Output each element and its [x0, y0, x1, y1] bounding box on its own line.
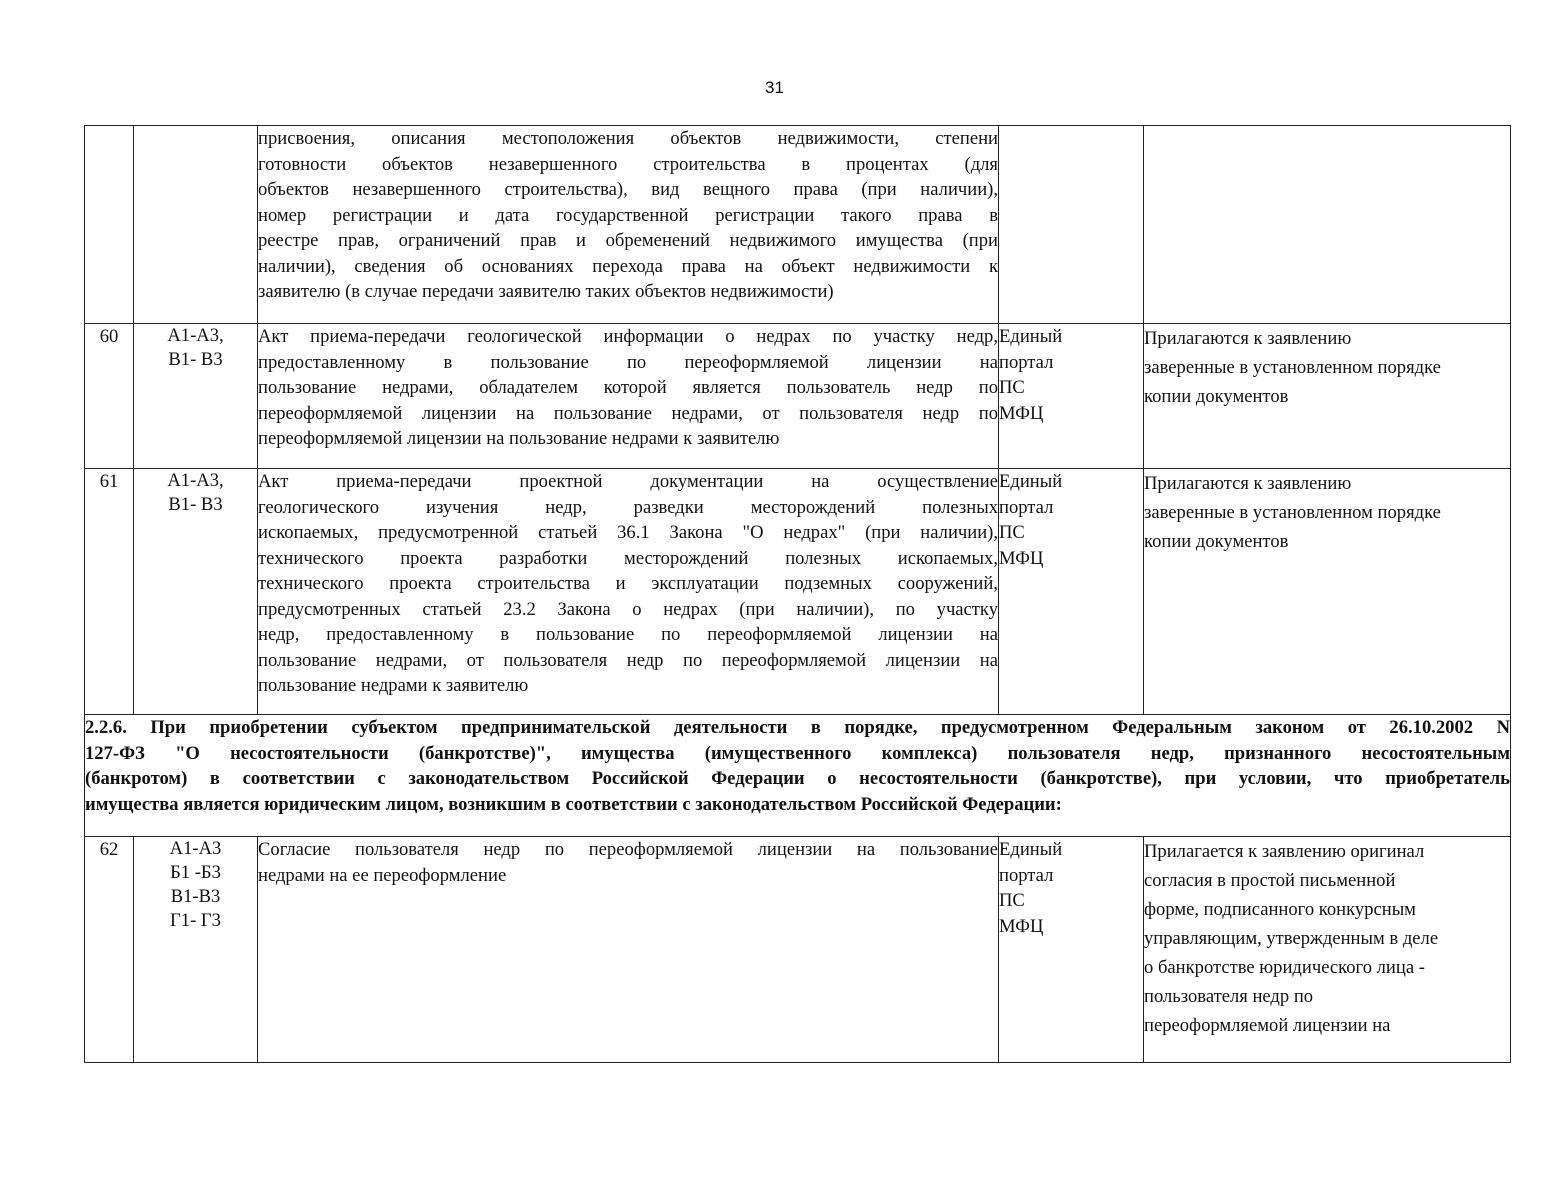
method-line: портал — [999, 496, 1054, 518]
note-line: заверенные в установленном порядке — [1144, 357, 1441, 378]
method-line: Единый — [999, 326, 1063, 347]
row-note — [1144, 324, 1511, 469]
description-line: Акт приема-передачи проектной документации на осуществление — [258, 471, 998, 492]
description-line: пользование недрами, обладателем которой является пользователь недр по — [258, 377, 998, 398]
description-line: пользование недрами к заявителю — [258, 675, 529, 696]
method-line: МФЦ — [999, 547, 1044, 569]
note-line: Прилагается к заявлению оригинал — [1144, 841, 1425, 862]
method-line: МФЦ — [999, 402, 1044, 424]
row-codes — [134, 837, 258, 1063]
code-line: А1-А3, — [167, 470, 224, 491]
row-number — [85, 126, 134, 324]
row-description — [258, 469, 999, 715]
row-codes — [134, 469, 258, 715]
note-line: копии документов — [1144, 386, 1289, 407]
code-line: А1-А3, — [167, 325, 224, 346]
description-line: ископаемых, предусмотренной статьей 36.1 Закона "О недрах" (при наличии), — [258, 522, 998, 543]
section-line: (банкротом) в соответствии с законодательством Российской Федерации о несостоятельности (банкротстве), при условии, что приобретатель — [85, 768, 1510, 789]
row-method — [999, 324, 1144, 469]
note-line: копии документов — [1144, 531, 1289, 552]
method-line: ПС — [999, 377, 1025, 398]
row-number: 62 — [85, 837, 134, 1063]
note-line: Прилагаются к заявлению — [1144, 473, 1352, 494]
description-line: технического проекта строительства и эксплуатации подземных сооружений, — [258, 573, 998, 594]
description-line: переоформляемой лицензии на пользование недрами к заявителю — [258, 428, 780, 449]
table-row — [85, 469, 1511, 715]
description-line: геологического изучения недр, разведки месторождений полезных — [258, 496, 998, 518]
row-number: 61 — [85, 469, 134, 715]
description-line: заявителю (в случае передачи заявителю таких объектов недвижимости) — [258, 281, 834, 302]
description-line: предусмотренных статьей 23.2 Закона о недрах (при наличии), по участку — [258, 598, 998, 620]
description-line: номер регистрации и дата государственной регистрации такого права в — [258, 204, 998, 226]
row-description — [258, 324, 999, 469]
row-codes — [134, 324, 258, 469]
section-line: 127-ФЗ "О несостоятельности (банкротстве)", имущества (имущественного комплекса) пользователя недр, признанного несостоятельным — [85, 742, 1510, 764]
page-number: 31 — [765, 78, 784, 97]
requirements-table — [84, 125, 1511, 1063]
section-line: 2.2.6. При приобретении субъектом предпринимательской деятельности в порядке, предусмотренном Федеральным законом от 26.10.2002 N — [85, 717, 1510, 738]
code-line: В1- В3 — [168, 349, 223, 370]
note-line: заверенные в установленном порядке — [1144, 502, 1441, 523]
note-line: согласия в простой письменной — [1144, 870, 1396, 891]
row-method — [999, 837, 1144, 1063]
description-line: готовности объектов незавершенного строительства в процентах (для — [258, 153, 998, 175]
section-heading — [85, 715, 1511, 837]
description-line: Акт приема-передачи геологической информации о недрах по участку недр, — [258, 326, 998, 347]
description-line: недрами на ее переоформление — [258, 864, 507, 886]
description-line: переоформляемой лицензии на пользование недрами, от пользователя недр по — [258, 402, 998, 424]
note-line: форме, подписанного конкурсным — [1144, 899, 1416, 920]
method-line: портал — [999, 351, 1054, 373]
table-row — [85, 126, 1511, 324]
method-line: Единый — [999, 471, 1063, 492]
row-note — [1144, 837, 1511, 1063]
method-line: ПС — [999, 890, 1025, 911]
table-row — [85, 837, 1511, 1063]
note-line: пользователя недр по — [1144, 986, 1314, 1007]
method-line: Единый — [999, 839, 1063, 860]
description-line: объектов незавершенного строительства), вид вещного права (при наличии), — [258, 179, 998, 200]
code-line: Б1 -Б3 — [170, 862, 221, 883]
row-codes — [134, 126, 258, 324]
note-line: Прилагаются к заявлению — [1144, 328, 1352, 349]
code-line: А1-А3 — [169, 838, 222, 859]
description-line: реестре прав, ограничений прав и обременений недвижимого имущества (при — [258, 230, 998, 251]
section-line: имущества является юридическим лицом, возникшим в соответствии с законодательством Российской Федерации: — [85, 793, 1062, 815]
row-note — [1144, 126, 1511, 324]
note-line: переоформляемой лицензии на — [1144, 1015, 1391, 1036]
method-line: ПС — [999, 522, 1025, 543]
row-number: 60 — [85, 324, 134, 469]
row-description — [258, 837, 999, 1063]
method-line: портал — [999, 864, 1054, 886]
description-line: наличии), сведения об основаниях перехода права на объект недвижимости к — [258, 255, 998, 277]
row-note — [1144, 469, 1511, 715]
description-line: присвоения, описания местоположения объектов недвижимости, степени — [258, 128, 998, 149]
code-line: В1-В3 — [170, 886, 221, 907]
row-method — [999, 126, 1144, 324]
description-line: предоставленному в пользование по переоформляемой лицензии на — [258, 351, 998, 373]
note-line: о банкротстве юридического лица - — [1144, 957, 1425, 978]
note-line: управляющим, утвержденным в деле — [1144, 928, 1439, 949]
description-line: технического проекта разработки месторождений полезных ископаемых, — [258, 547, 998, 569]
section-row — [85, 715, 1511, 837]
description-line: недр, предоставленному в пользование по переоформляемой лицензии на — [258, 624, 998, 645]
code-line: Г1- Г3 — [170, 910, 221, 931]
code-line: В1- В3 — [168, 494, 223, 515]
table-row — [85, 324, 1511, 469]
row-method — [999, 469, 1144, 715]
description-line: Согласие пользователя недр по переоформляемой лицензии на пользование — [258, 839, 998, 860]
description-line: пользование недрами, от пользователя недр по переоформляемой лицензии на — [258, 649, 998, 671]
row-description — [258, 126, 999, 324]
method-line: МФЦ — [999, 915, 1044, 937]
